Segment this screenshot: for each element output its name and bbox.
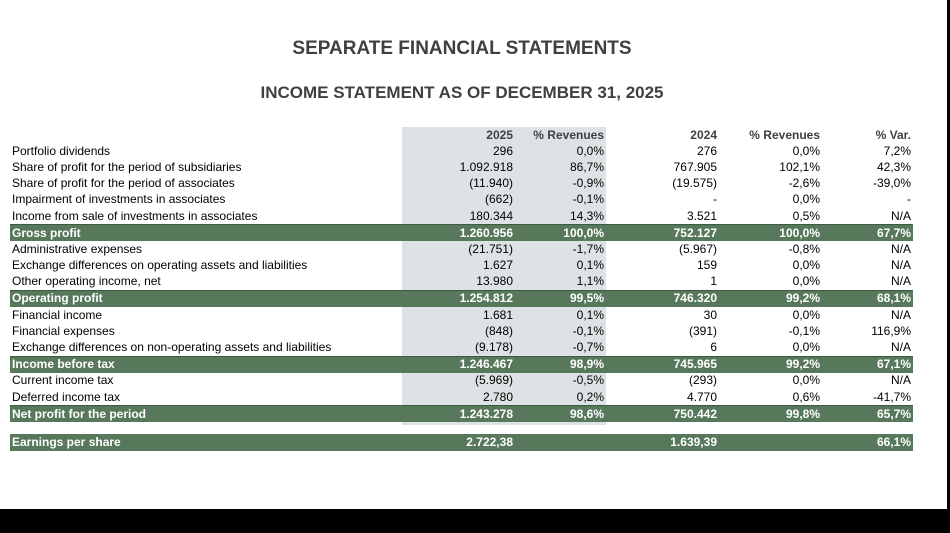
row-pct-2025: -0,1%	[572, 323, 604, 338]
row-variation: 67,1%	[822, 356, 913, 373]
row-variation: N/A	[890, 241, 911, 256]
row-variation: N/A	[890, 307, 911, 322]
row-pct-2025: -1,7%	[572, 241, 604, 256]
row-pct-2025: 99,5%	[515, 290, 606, 307]
row-variation: N/A	[890, 274, 911, 289]
row-value-2024: 6	[710, 340, 717, 355]
row-value-2025: 296	[492, 143, 513, 158]
row-pct-2024: -0,1%	[788, 323, 820, 338]
row-pct-2025: -0,1%	[572, 192, 604, 207]
row-label: Current income tax	[12, 373, 114, 388]
row-variation: -39,0%	[872, 176, 911, 191]
row-value-2024: 767.905	[673, 159, 717, 174]
row-label: Income from sale of investments in associates	[12, 208, 258, 223]
row-pct-2024: 0,0%	[792, 258, 820, 273]
row-pct-2025: 0,1%	[576, 307, 604, 322]
row-variation: 7,2%	[883, 143, 911, 158]
table-row	[10, 143, 913, 159]
row-label: Net profit for the period	[10, 406, 402, 423]
row-pct-2024: -2,6%	[788, 176, 820, 191]
row-value-2025: 13.980	[476, 274, 513, 289]
row-pct-2025: 0,0%	[576, 143, 604, 158]
row-value-2024: 159	[696, 258, 717, 273]
row-pct-2024: 0,0%	[792, 340, 820, 355]
header-revenues-2025: % Revenues	[533, 127, 604, 142]
row-pct-2024: 0,0%	[792, 307, 820, 322]
row-variation: N/A	[890, 340, 911, 355]
row-label: Operating profit	[10, 290, 402, 307]
spacer-row	[10, 422, 913, 434]
row-pct-2024: 0,0%	[792, 274, 820, 289]
subtotal-row	[10, 356, 913, 373]
row-value-2024: 1	[710, 274, 717, 289]
row-label: Share of profit for the period of subsidiaries	[12, 159, 242, 174]
page-subtitle: INCOME STATEMENT AS OF DECEMBER 31, 2025	[260, 83, 664, 102]
eps-variation: 66,1%	[822, 434, 913, 451]
row-value-2024: (391)	[688, 323, 717, 338]
row-value-2024: 752.127	[606, 225, 719, 242]
row-label: Impairment of investments in associates	[12, 192, 226, 207]
row-label: Exchange differences on non-operating assets and liabilities	[12, 340, 332, 355]
header-2024: 2024	[690, 127, 717, 142]
row-label: Portfolio dividends	[12, 143, 111, 158]
row-pct-2024: 100,0%	[719, 225, 822, 242]
row-value-2024: 3.521	[686, 208, 717, 223]
row-label: Gross profit	[10, 225, 402, 242]
row-variation: -41,7%	[872, 389, 911, 404]
row-pct-2025: 98,9%	[515, 356, 606, 373]
row-value-2025: 2.780	[482, 389, 513, 404]
row-value-2025: (662)	[484, 192, 513, 207]
table-row	[10, 339, 913, 356]
row-pct-2025: 100,0%	[515, 225, 606, 242]
eps-row	[10, 434, 913, 451]
row-label: Financial expenses	[12, 323, 115, 338]
row-value-2025: 1.246.467	[402, 356, 515, 373]
row-value-2024: 30	[703, 307, 717, 322]
row-value-2025: (21.751)	[468, 241, 513, 256]
row-pct-2024: 0,0%	[792, 143, 820, 158]
row-label: Share of profit for the period of associates	[12, 176, 235, 191]
table-row	[10, 274, 913, 291]
row-variation: N/A	[890, 373, 911, 388]
row-pct-2024: 99,8%	[719, 406, 822, 423]
row-pct-2024: 0,0%	[792, 192, 820, 207]
eps-label: Earnings per share	[10, 434, 402, 451]
row-label: Administrative expenses	[12, 241, 143, 256]
row-pct-2025: 0,2%	[576, 389, 604, 404]
row-value-2024: (293)	[688, 373, 717, 388]
row-variation: 68,1%	[822, 290, 913, 307]
row-value-2024: (19.575)	[672, 176, 717, 191]
row-pct-2025: 98,6%	[515, 406, 606, 423]
row-value-2025: 1.243.278	[402, 406, 515, 423]
row-variation: 42,3%	[876, 159, 911, 174]
row-value-2024: 745.965	[606, 356, 719, 373]
header-2025: 2025	[486, 127, 513, 142]
table-row	[10, 389, 913, 406]
row-value-2025: (9.178)	[474, 340, 513, 355]
row-pct-2024: 0,5%	[792, 208, 820, 223]
row-value-2024: -	[713, 192, 717, 207]
row-variation: -	[907, 192, 911, 207]
table-row	[10, 373, 913, 389]
row-variation: 65,7%	[822, 406, 913, 423]
row-label: Exchange differences on operating assets and liabilities	[12, 258, 308, 273]
table-row	[10, 323, 913, 339]
subtotal-row	[10, 290, 913, 307]
table-header-row	[10, 127, 913, 143]
table-row	[10, 241, 913, 257]
row-pct-2024: 0,0%	[792, 373, 820, 388]
table-row	[10, 307, 913, 323]
eps-value-2025: 2.722,38	[402, 434, 515, 451]
header-variation: % Var.	[875, 127, 911, 142]
row-variation: 67,7%	[822, 225, 913, 242]
row-pct-2024: 99,2%	[719, 356, 822, 373]
row-label: Income before tax	[10, 356, 402, 373]
row-pct-2025: -0,9%	[572, 176, 604, 191]
row-variation: N/A	[890, 258, 911, 273]
row-value-2025: 1.260.956	[402, 225, 515, 242]
header-label	[10, 127, 402, 143]
income-statement-table	[10, 127, 913, 451]
row-value-2024: 750.442	[606, 406, 719, 423]
row-pct-2024: 102,1%	[779, 159, 820, 174]
row-value-2025: (11.940)	[469, 176, 513, 191]
row-value-2025: 180.344	[469, 208, 513, 223]
subtotal-row	[10, 406, 913, 423]
page-title: SEPARATE FINANCIAL STATEMENTS	[292, 38, 632, 59]
subtotal-row	[10, 225, 913, 242]
row-value-2024: (5.967)	[678, 241, 717, 256]
header-revenues-2024: % Revenues	[749, 127, 820, 142]
row-value-2025: 1.627	[482, 258, 513, 273]
row-pct-2024: 99,2%	[719, 290, 822, 307]
table-row	[10, 208, 913, 225]
row-pct-2025: 0,1%	[576, 258, 604, 273]
row-value-2025: 1.092.918	[459, 159, 513, 174]
row-pct-2024: -0,8%	[788, 241, 820, 256]
row-value-2025: 1.254.812	[402, 290, 515, 307]
table-row	[10, 192, 913, 208]
table-row	[10, 258, 913, 274]
row-label: Other operating income, net	[12, 274, 161, 289]
row-label: Financial income	[12, 307, 103, 322]
row-value-2025: (848)	[484, 323, 513, 338]
row-label: Deferred income tax	[12, 389, 121, 404]
row-value-2024: 746.320	[606, 290, 719, 307]
row-pct-2025: -0,5%	[572, 373, 604, 388]
row-pct-2024: 0,6%	[792, 389, 820, 404]
row-pct-2025: -0,7%	[572, 340, 604, 355]
table-row	[10, 159, 913, 175]
row-variation: 116,9%	[871, 323, 911, 338]
row-value-2024: 276	[696, 143, 717, 158]
eps-value-2024: 1.639,39	[606, 434, 719, 451]
row-variation: N/A	[890, 208, 911, 223]
row-pct-2025: 86,7%	[569, 159, 604, 174]
row-value-2025: (5.969)	[474, 373, 513, 388]
row-pct-2025: 14,3%	[569, 208, 604, 223]
row-pct-2025: 1,1%	[576, 274, 604, 289]
row-value-2025: 1.681	[482, 307, 513, 322]
table-row	[10, 176, 913, 192]
row-value-2024: 4.770	[686, 389, 717, 404]
